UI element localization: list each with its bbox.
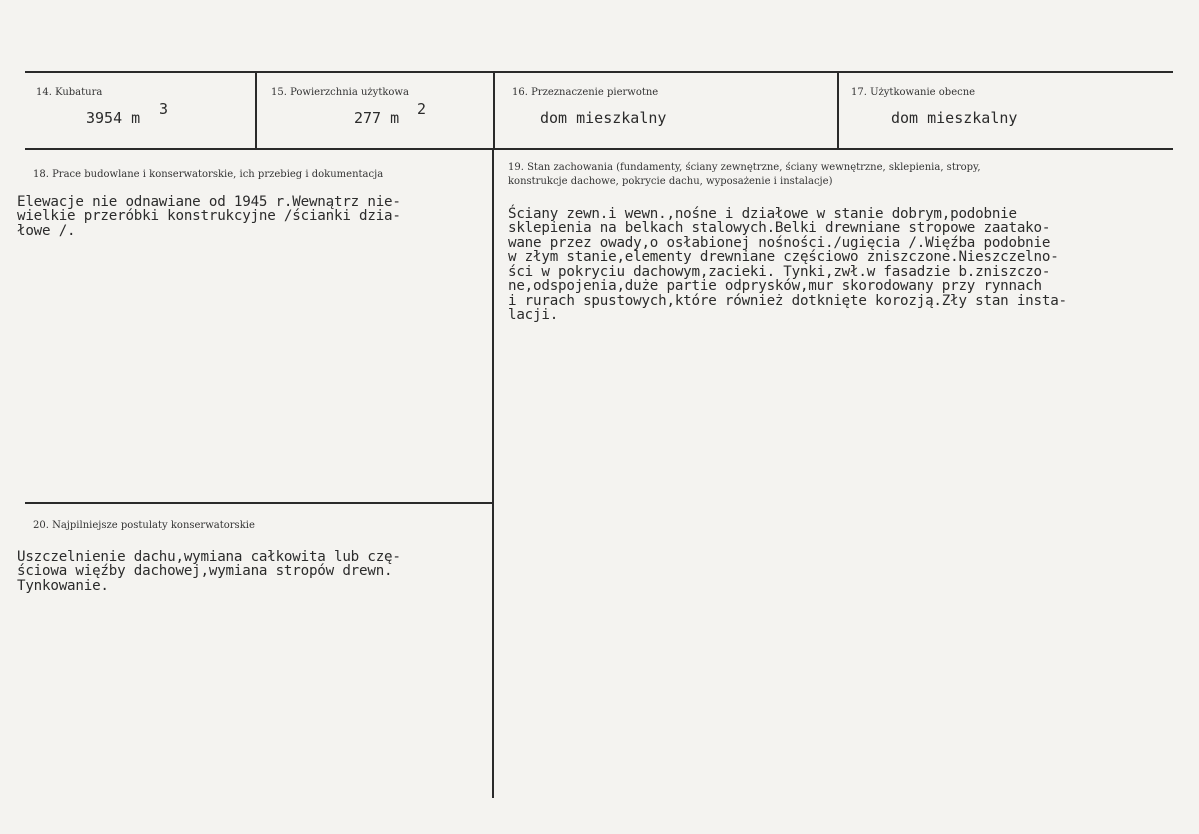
field-16-value: dom mieszkalny <box>540 109 667 127</box>
field-19-label-line-2: konstrukcje dachowe, pokrycie dachu, wyposażenie i instalacje) <box>508 176 833 187</box>
field-14-unit-exponent: 3 <box>159 100 169 118</box>
text-line: w złym stanie,elementy drewniane częściowo zniszczone.Nieszczelno- <box>508 249 1059 265</box>
field-17-value: dom mieszkalny <box>891 109 1018 127</box>
text-line: wane przez owady,o osłabionej nośności./ugięcia /.Więźba podobnie <box>508 234 1051 251</box>
field-17-label: 17. Użytkowanie obecne <box>851 87 976 98</box>
text-line: ściowa więźby dachowej,wymiana stropów drewn. <box>17 563 393 579</box>
field-16-label: 16. Przeznaczenie pierwotne <box>512 87 659 98</box>
section-divider-18-20 <box>25 502 492 504</box>
field-20-text <box>17 535 401 608</box>
row-divider <box>25 148 1173 150</box>
field-20-label: 20. Najpilniejsze postulaty konserwatorskie <box>33 520 255 531</box>
field-18-text <box>17 180 401 253</box>
text-line: ści w pokryciu dachowym,zacieki. Tynki,zwł.w fasadzie b.zniszczo- <box>508 263 1051 280</box>
text-line: i rurach spustowych,które również dotknięte korozją.Zły stan insta- <box>508 292 1067 309</box>
text-line: ne,odspojenia,duże partie odprysków,mur skorodowany przy rynnach <box>508 278 1042 294</box>
text-line: sklepienia na belkach stalowych.Belki drewniane stropowe zaatako- <box>508 220 1051 236</box>
field-14-label: 14. Kubatura <box>36 87 103 98</box>
top-rule <box>25 71 1173 73</box>
text-line: Uszczelnienie dachu,wymiana całkowita lub czę- <box>17 548 401 565</box>
col-divider-18-19 <box>492 150 494 798</box>
field-18-label: 18. Prace budowlane i konserwatorskie, ich przebieg i dokumentacja <box>33 169 384 180</box>
text-line: łowe /. <box>17 222 76 239</box>
field-19-text <box>508 192 1067 337</box>
text-line: wielkie przeróbki konstrukcyjne /ścianki dzia- <box>17 208 401 224</box>
field-14-value: 3954 m <box>86 109 141 127</box>
col-divider-16-17 <box>837 73 839 148</box>
field-15-unit-exponent: 2 <box>417 100 427 118</box>
field-15-value: 277 m <box>354 109 400 127</box>
text-line: lacji. <box>508 307 559 323</box>
text-line: Ściany zewn.i wewn.,nośne i działowe w stanie dobrym,podobnie <box>508 205 1017 222</box>
col-divider-14-15 <box>255 73 257 148</box>
field-19-label-line-1: 19. Stan zachowania (fundamenty, ściany zewnętrzne, ściany wewnętrzne, sklepienia, stropy, <box>508 162 981 173</box>
text-line: Elewacje nie odnawiane od 1945 r.Wewnątrz nie- <box>17 193 401 210</box>
field-15-label: 15. Powierzchnia użytkowa <box>271 87 409 98</box>
text-line: Tynkowanie. <box>17 577 109 594</box>
col-divider-15-16 <box>493 73 495 148</box>
